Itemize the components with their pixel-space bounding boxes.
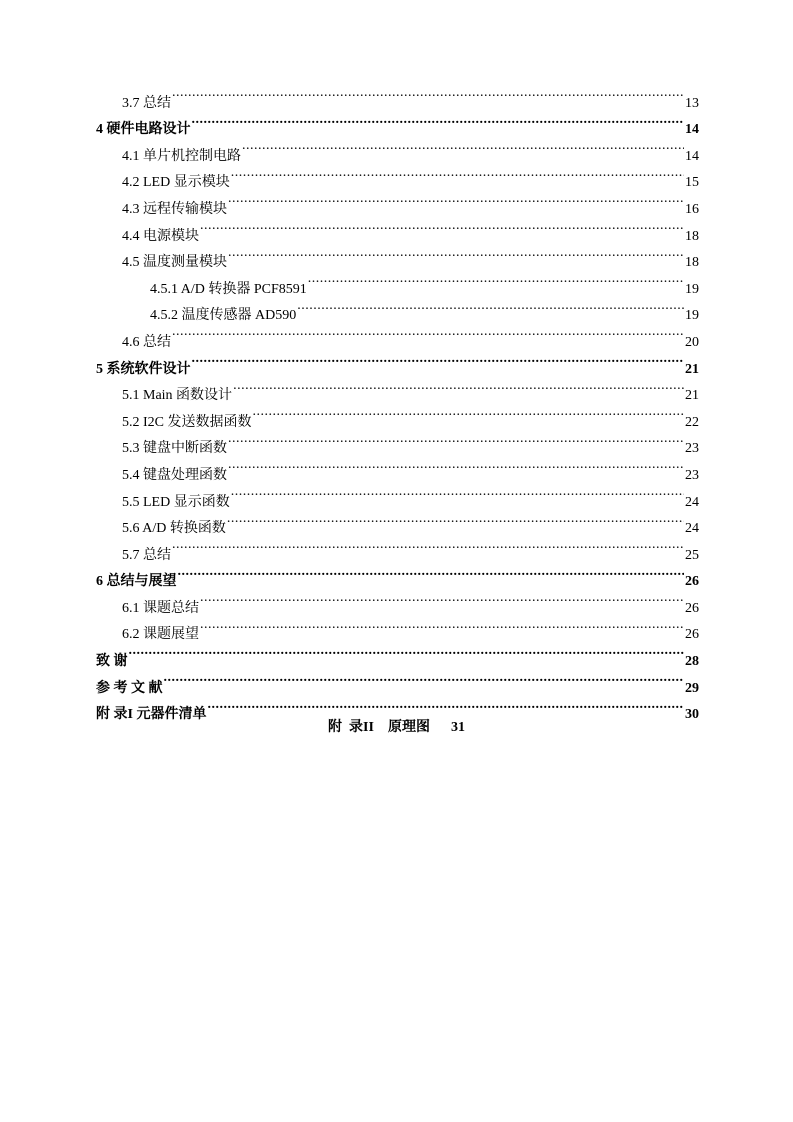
toc-entry-title: 3.7 总结 (122, 95, 171, 111)
toc-entry-page-number: 18 (685, 228, 699, 244)
toc-entry-page-number: 22 (685, 414, 699, 430)
toc-entry-page-number: 26 (685, 627, 699, 643)
toc-entry (96, 638, 699, 670)
toc-entry-title: 致 谢 (96, 654, 128, 670)
toc-dot-leader (192, 346, 685, 373)
toc-entry-title: 5.1 Main 函数设计 (122, 388, 233, 404)
toc-dot-leader (228, 186, 684, 213)
toc-entry-page-number: 21 (685, 388, 699, 404)
toc-entry-title: 4.5.1 A/D 转换器 PCF8591 (150, 281, 307, 297)
toc-entry-title: 5.5 LED 显示函数 (122, 494, 230, 510)
toc-entry-page-number: 14 (685, 148, 699, 164)
toc-entry-title: 4.5.2 温度传感器 AD590 (150, 308, 297, 324)
toc-entry-title: 5.4 键盘处理函数 (122, 467, 227, 483)
toc-dot-leader (231, 160, 684, 187)
toc-dot-leader (228, 426, 684, 453)
toc-entry-title: 4.6 总结 (122, 334, 171, 350)
toc-entry-page-number: 14 (685, 122, 699, 138)
toc-entry-page-number: 26 (685, 600, 699, 616)
toc-dot-leader (172, 319, 684, 346)
toc-entry (96, 665, 699, 696)
toc-entry-page-number: 19 (685, 308, 699, 324)
toc-entry-page-number: 13 (685, 95, 699, 111)
toc-dot-leader (200, 612, 684, 639)
toc-entry-title: 附 录I 元器件清单 (96, 707, 207, 723)
toc-entry-page-number: 29 (685, 680, 699, 696)
toc-dot-leader (192, 107, 685, 134)
toc-entry-page-number: 25 (685, 547, 699, 563)
toc-entry-title: 参 考 文 献 (96, 680, 163, 696)
toc-dot-leader (172, 80, 684, 107)
toc-dot-leader (178, 559, 685, 586)
toc-entry-title: 6.1 课题总结 (122, 600, 199, 616)
toc-entry-title: 5.7 总结 (122, 547, 171, 563)
toc-entry-title: 4 硬件电路设计 (96, 122, 191, 138)
table-of-contents (96, 80, 699, 723)
toc-entry-title: 5.3 键盘中断函数 (122, 441, 227, 457)
toc-entry (96, 585, 699, 616)
toc-dot-leader (231, 479, 684, 506)
toc-entry-title: 5 系统软件设计 (96, 361, 191, 377)
toc-dot-leader (172, 532, 684, 559)
toc-entry-title: 4.4 电源模块 (122, 228, 199, 244)
toc-entry-page-number: 24 (685, 494, 699, 510)
toc-entry-page-number: 23 (685, 441, 699, 457)
toc-dot-leader (200, 585, 684, 612)
toc-entry (96, 107, 699, 138)
toc-entry-page-number: 20 (685, 334, 699, 350)
toc-entry-page-number: 16 (685, 201, 699, 217)
toc-entry-title: 5.6 A/D 转换函数 (122, 521, 226, 537)
toc-entry-appendix-ii: 附 录II 原理图 31 (328, 720, 465, 735)
toc-entry-title: 4.5 温度测量模块 (122, 255, 227, 271)
toc-dot-leader (297, 293, 684, 320)
toc-dot-leader (200, 213, 684, 240)
toc-entry-page-number: 26 (685, 574, 699, 590)
toc-entry-page-number: 15 (685, 175, 699, 191)
toc-dot-leader (129, 638, 685, 665)
toc-entry-title: 6 总结与展望 (96, 574, 177, 590)
toc-entry-page-number: 28 (685, 654, 699, 670)
toc-entry-page-number: 24 (685, 521, 699, 537)
toc-entry-title: 5.2 I2C 发送数据函数 (122, 414, 252, 430)
toc-entry-page-number: 23 (685, 467, 699, 483)
toc-entry (96, 346, 699, 377)
toc-entry (96, 559, 699, 590)
toc-entry-title: 4.2 LED 显示模块 (122, 175, 230, 191)
toc-entry-page-number: 18 (685, 255, 699, 271)
toc-dot-leader (253, 399, 685, 426)
toc-entry (96, 532, 699, 563)
toc-dot-leader (242, 133, 684, 160)
toc-dot-leader (228, 240, 684, 267)
toc-entry-title: 6.2 课题展望 (122, 627, 199, 643)
toc-dot-leader (228, 452, 684, 479)
toc-dot-leader (233, 373, 684, 400)
toc-entry (96, 319, 699, 350)
toc-entry (96, 80, 699, 111)
toc-entry-page-number: 19 (685, 281, 699, 297)
toc-entry-title: 4.3 远程传输模块 (122, 201, 227, 217)
toc-dot-leader (164, 665, 685, 692)
toc-entry-page-number: 21 (685, 361, 699, 377)
toc-entry-title: 4.1 单片机控制电路 (122, 148, 241, 164)
toc-entry-page-number: 30 (685, 707, 699, 723)
toc-dot-leader (227, 506, 684, 533)
toc-dot-leader (308, 266, 684, 293)
